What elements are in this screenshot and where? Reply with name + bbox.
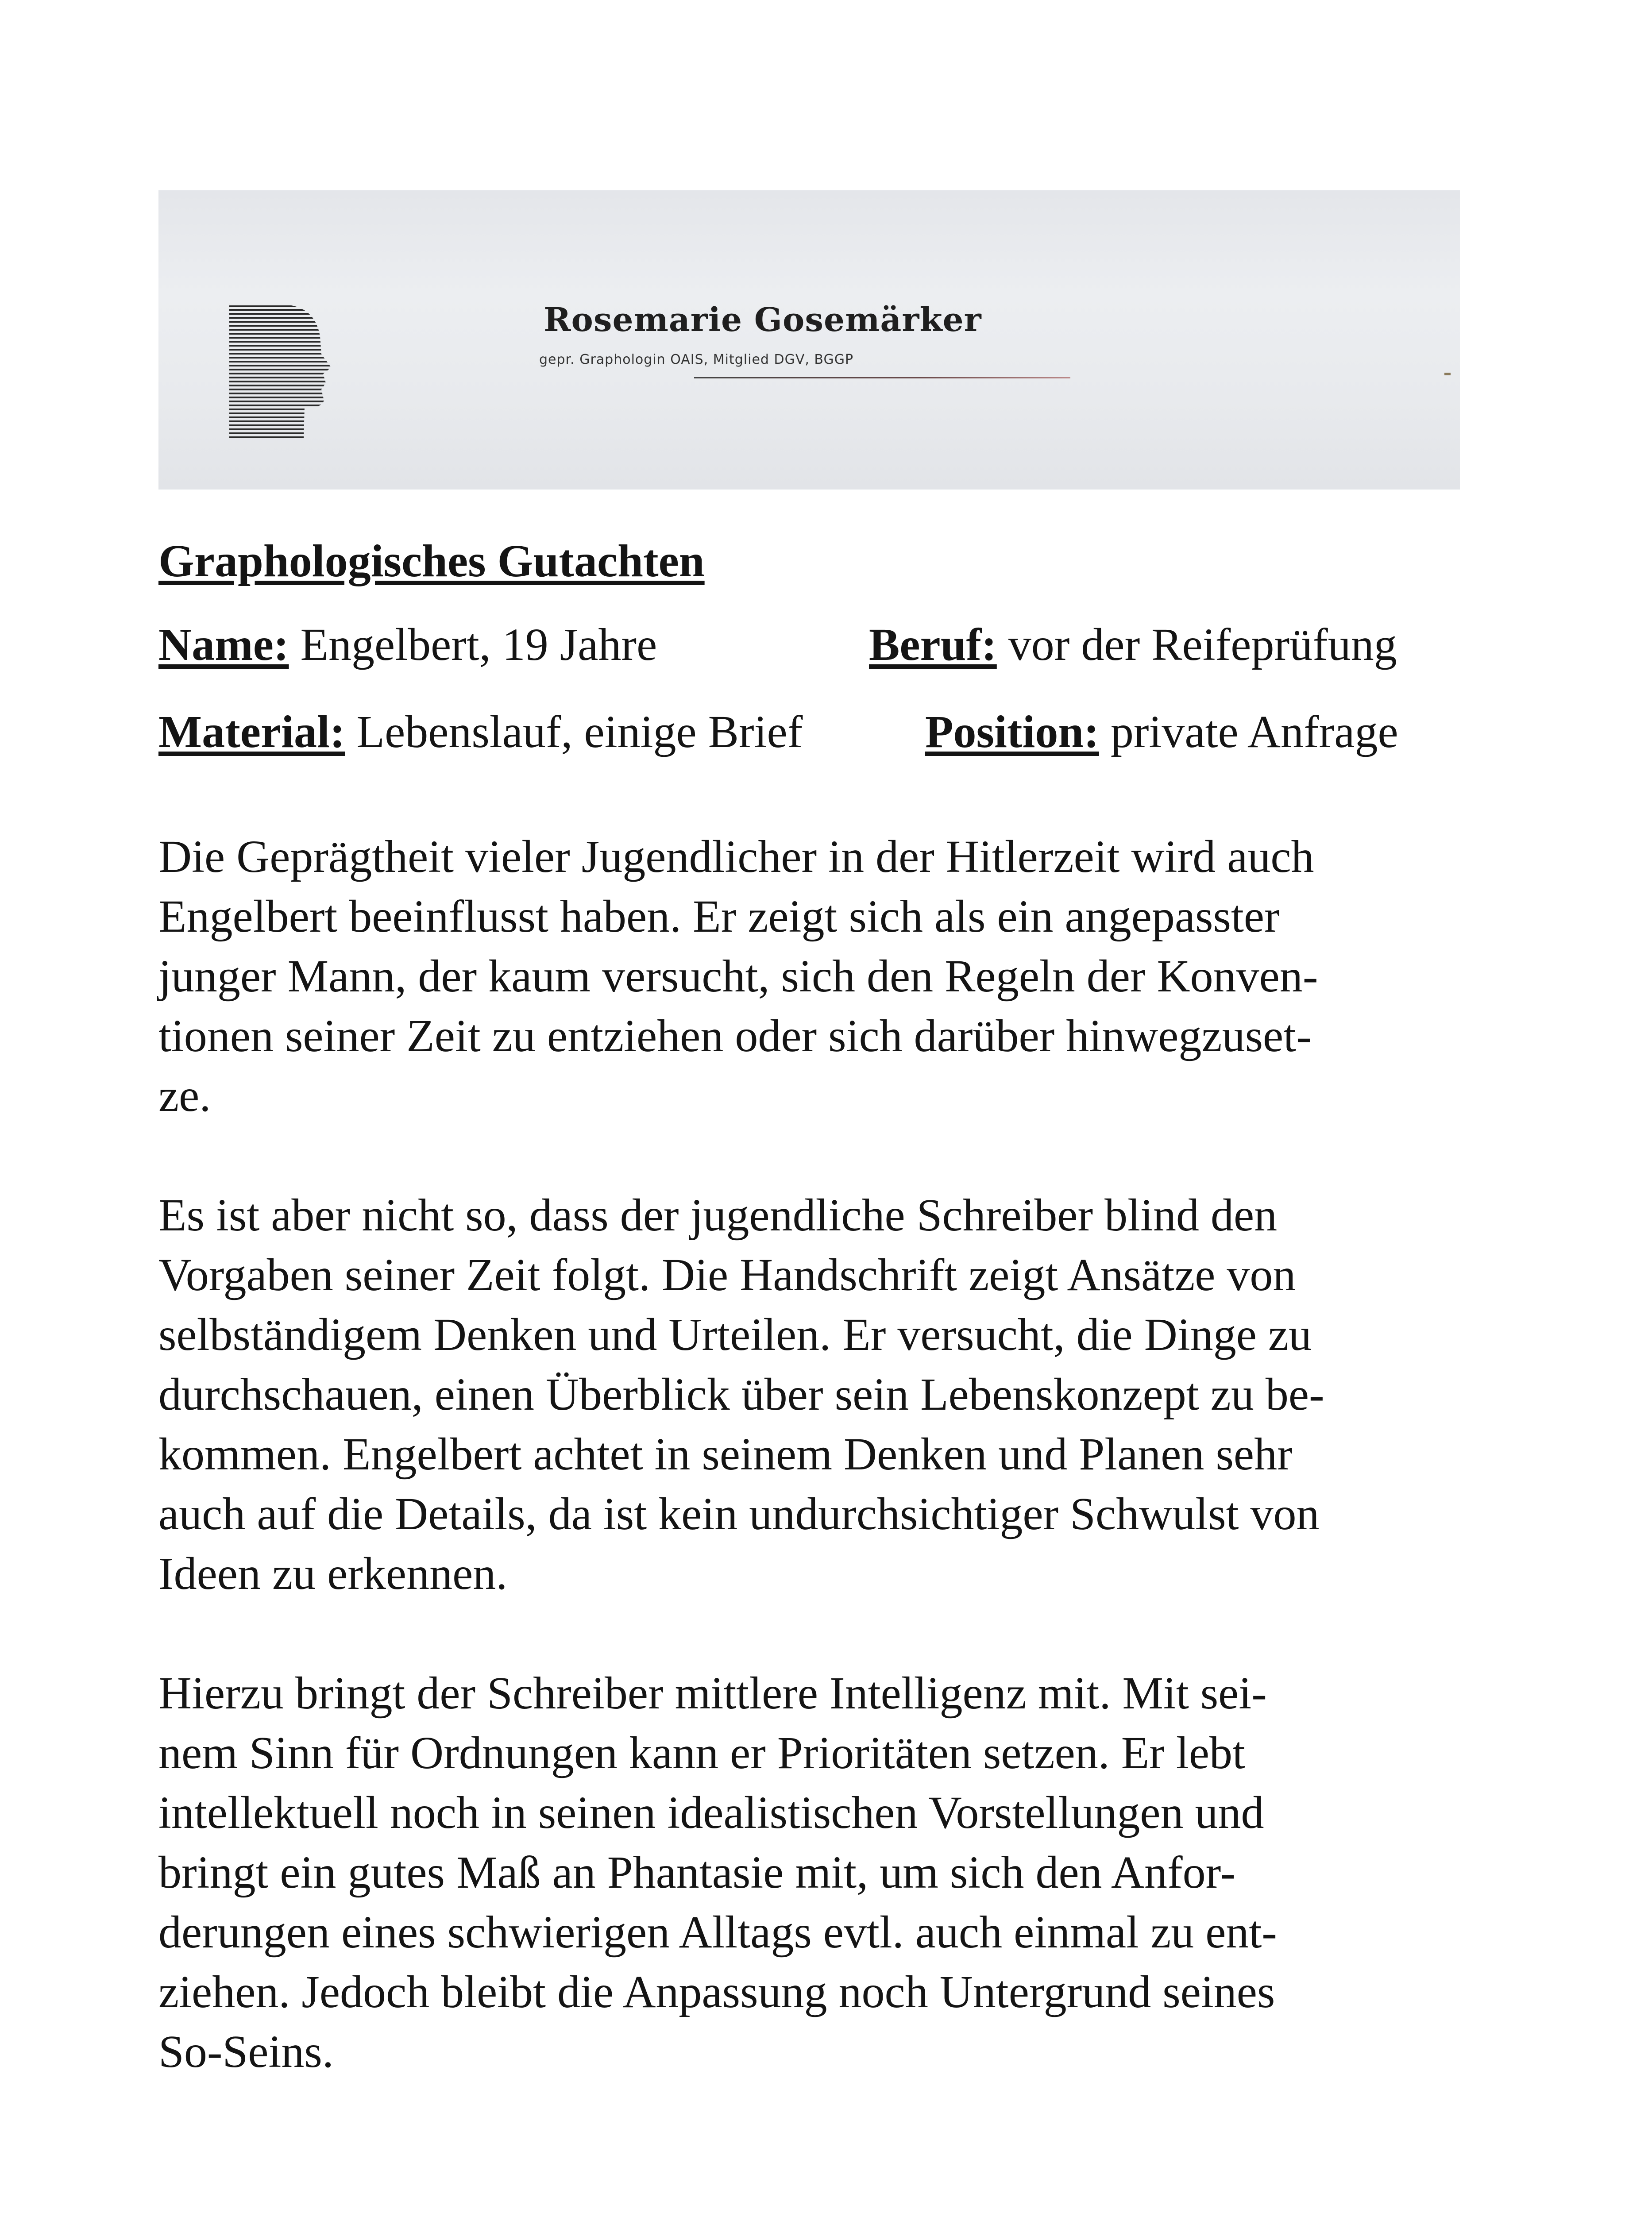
material-label: Material: bbox=[158, 706, 345, 757]
text-line: selbständigem Denken und Urteilen. Er versucht, die Dinge zu bbox=[158, 1309, 1312, 1360]
text-line: Hierzu bringt der Schreiber mittlere Intelligenz mit. Mit sei- bbox=[158, 1668, 1267, 1719]
position-value: private Anfrage bbox=[1110, 706, 1398, 757]
text-line: kommen. Engelbert achtet in seinem Denken und Planen sehr bbox=[158, 1429, 1293, 1480]
text-line: So-Seins. bbox=[158, 2026, 334, 2077]
paragraph-2 bbox=[158, 1185, 1464, 1604]
job-value: vor der Reifeprüfung bbox=[1008, 619, 1397, 670]
letterhead-rule bbox=[694, 377, 1070, 378]
meta-position bbox=[925, 705, 1398, 760]
text-line: intellektuell noch in seinen idealistischen Vorstellungen und bbox=[158, 1787, 1264, 1838]
text-line: durchschauen, einen Überblick über sein Lebenskonzept zu be- bbox=[158, 1369, 1324, 1420]
position-label: Position: bbox=[925, 706, 1099, 757]
name-label: Name: bbox=[158, 619, 289, 670]
meta-name bbox=[158, 617, 657, 673]
text-line: nem Sinn für Ordnungen kann er Prioritäten setzen. Er lebt bbox=[158, 1727, 1245, 1778]
text-line: Die Geprägtheit vieler Jugendlicher in der Hitlerzeit wird auch bbox=[158, 831, 1314, 882]
report-title: Graphologisches Gutachten bbox=[158, 536, 705, 586]
name-value: Engelbert, 19 Jahre bbox=[300, 619, 657, 670]
material-value: Lebenslauf, einige Brief bbox=[356, 706, 803, 757]
text-line: Engelbert beeinflusst haben. Er zeigt sich als ein angepasster bbox=[158, 891, 1280, 942]
text-line: ze. bbox=[158, 1070, 211, 1121]
letterhead-name: Rosemarie Gosemärker bbox=[544, 301, 982, 339]
meta-material bbox=[158, 705, 803, 760]
text-line: auch auf die Details, da ist kein undurchsichtiger Schwulst von bbox=[158, 1488, 1320, 1539]
letterhead-subtitle: gepr. Graphologin OAIS, Mitglied DGV, BGGP bbox=[539, 352, 854, 367]
paragraph-1 bbox=[158, 827, 1464, 1126]
text-line: tionen seiner Zeit zu entziehen oder sich darüber hinwegzuset- bbox=[158, 1010, 1312, 1061]
job-label: Beruf: bbox=[869, 619, 997, 670]
paragraph-3 bbox=[158, 1663, 1464, 2082]
scan-mark bbox=[1444, 373, 1451, 375]
text-line: Es ist aber nicht so, dass der jugendliche Schreiber blind den bbox=[158, 1190, 1278, 1241]
report-body bbox=[158, 827, 1464, 2141]
text-line: junger Mann, der kaum versucht, sich den Regeln der Konven- bbox=[158, 951, 1318, 1002]
letterhead-banner bbox=[158, 190, 1460, 490]
text-line: bringt ein gutes Maß an Phantasie mit, um sich den Anfor- bbox=[158, 1847, 1235, 1898]
text-line: Vorgaben seiner Zeit folgt. Die Handschrift zeigt Ansätze von bbox=[158, 1249, 1296, 1300]
text-line: Ideen zu erkennen. bbox=[158, 1548, 508, 1599]
text-line: ziehen. Jedoch bleibt die Anpassung noch Untergrund seines bbox=[158, 1966, 1275, 2017]
text-line: derungen eines schwierigen Alltags evtl. auch einmal zu ent- bbox=[158, 1907, 1277, 1958]
profile-head-logo bbox=[225, 301, 340, 443]
meta-job bbox=[869, 617, 1397, 673]
